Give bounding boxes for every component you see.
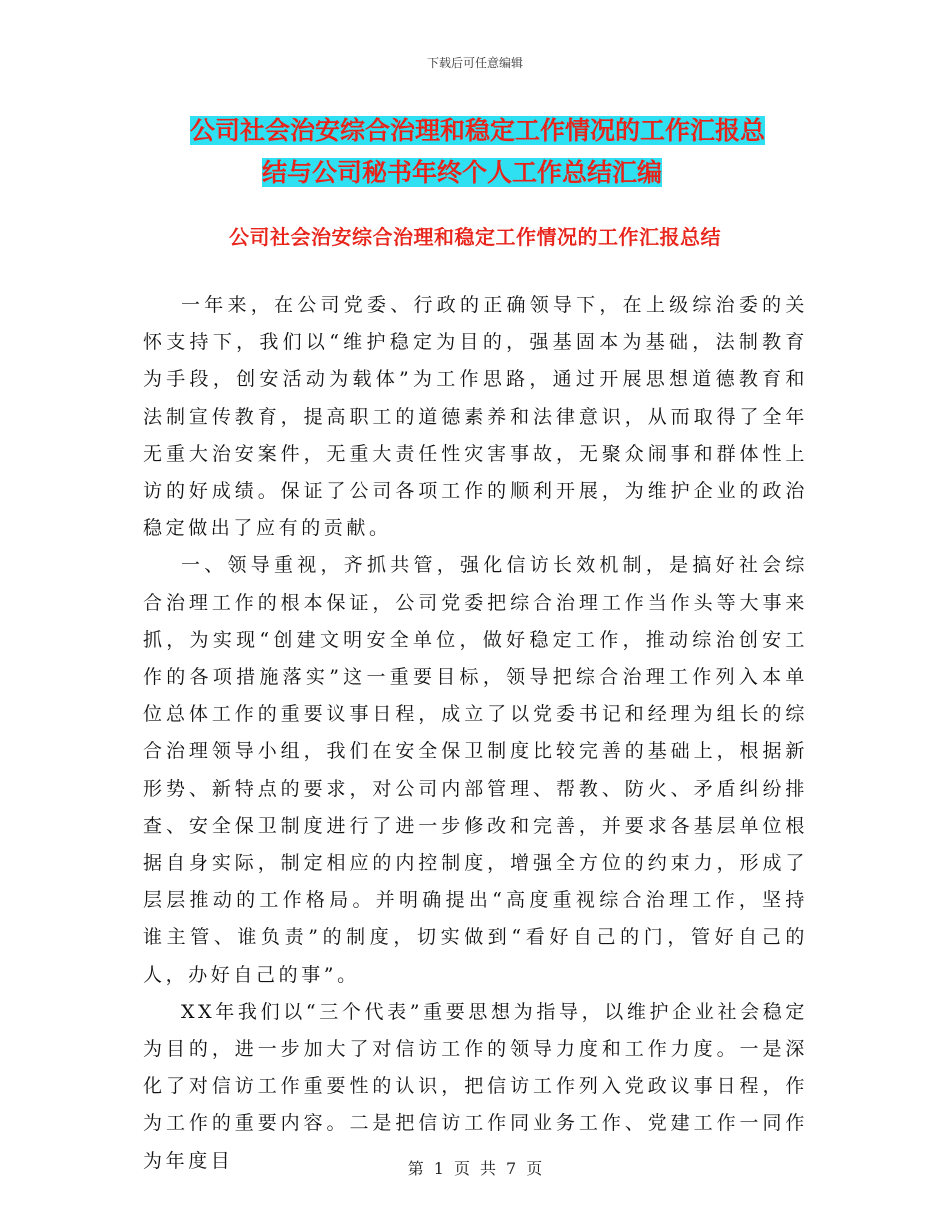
body-paragraph: XX年我们以“三个代表”重要思想为指导，以维护企业社会稳定为目的，进一步加大了对信访工作的领导力度和工作力度。一是深化了对信访工作重要性的认识，把信访工作列入党政议事日程，作为工作的重要内容。二是把信访工作同业务工作、党建工作一同作为年度目 [143,1000,808,1172]
footer-page-label: 第 [407,1159,424,1178]
section-heading: 公司社会治安综合治理和稳定工作情况的工作汇报总结 [229,225,721,249]
body-paragraph: 一年来，在公司党委、行政的正确领导下，在上级综治委的关怀支持下，我们以“维护稳定为目的，强基固本为基础，法制教育为手段，创安活动为载体”为工作思路，通过开展思想道德教育和法制宣传教育，提高职工的道德素养和法律意识，从而取得了全年无重大治安案件，无重大责任性灾害事故，无聚众闹事和群体性上访的好成绩。保证了公司各项工作的顺利开展，为维护企业的政治稳定做出了应有的贡献。 [143,294,808,540]
document-title-line-1-text: 公司社会治安综合治理和稳定工作情况的工作汇报总 [190,116,766,145]
footer-page-unit: 页 [453,1159,470,1178]
footer-total-label: 共 [480,1159,497,1178]
document-title [190,110,830,194]
body-paragraph: 一、领导重视，齐抓共管，强化信访长效机制，是搞好社会综合治理工作的根本保证，公司党委把综合治理工作当作头等大事来抓，为实现“创建文明安全单位，做好稳定工作，推动综治创安工作的各项措施落实”这一重要目标，领导把综合治理工作列入本单位总体工作的重要议事日程，成立了以党委书记和经理为组长的综合治理领导小组，我们在安全保卫制度比较完善的基础上，根据新形势、新特点的要求，对公司内部管理、帮教、防火、矛盾纠纷排查、安全保卫制度进行了进一步修改和完善，并要求各基层单位根据自身实际，制定相应的内控制度，增强全方位的约束力，形成了层层推动的工作格局。并明确提出“高度重视综合治理工作，坚持谁主管、谁负责”的制度，切实做到“看好自己的门，管好自己的人，办好自己的事”。 [143,554,808,986]
document-title-line-2-text: 结与公司秘书年终个人工作总结汇编 [262,158,663,187]
footer-total-pages: 7 [506,1159,517,1178]
page-footer [0,1156,950,1179]
document-body [143,287,808,1180]
page-header-note: 下载后可任意编辑 [426,56,523,70]
document-title-line-2 [190,152,830,194]
footer-total-unit: 页 [526,1159,543,1178]
document-title-line-1 [190,110,830,152]
footer-current-page: 1 [433,1159,444,1178]
